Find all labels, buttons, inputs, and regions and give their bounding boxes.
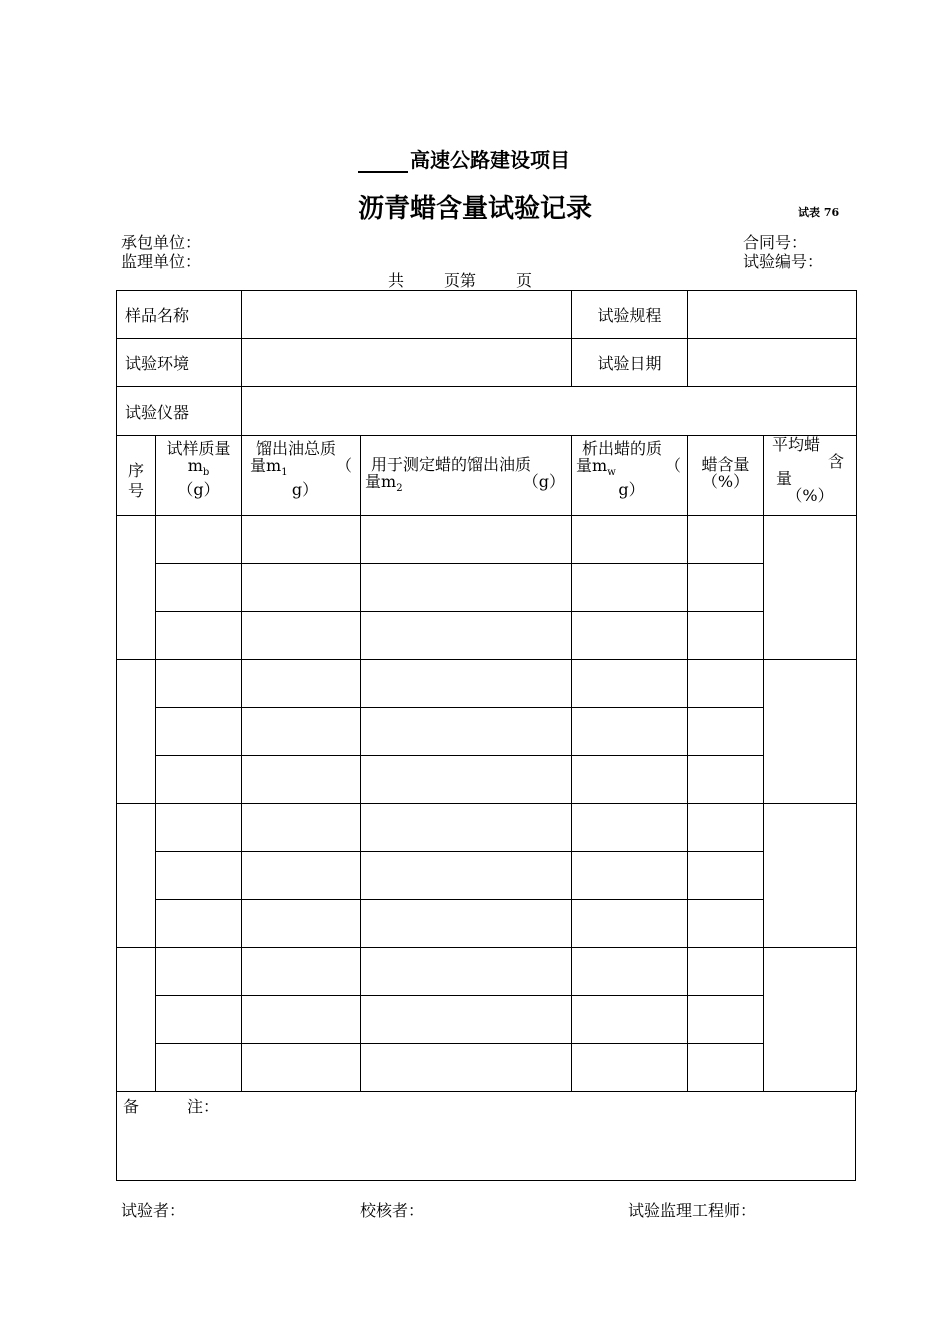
col-wax-symbol: 量m: [576, 456, 608, 475]
data-cell[interactable]: [156, 516, 242, 564]
data-cell[interactable]: [242, 900, 361, 948]
data-cell[interactable]: [361, 996, 572, 1044]
data-cell[interactable]: [688, 804, 764, 852]
data-cell[interactable]: [688, 900, 764, 948]
seq-cell[interactable]: [117, 660, 156, 804]
project-header-text: 高速公路建设项目: [410, 148, 570, 172]
table-row: [117, 900, 857, 948]
form-number: 试表 76: [798, 206, 840, 219]
data-cell[interactable]: [688, 660, 764, 708]
data-cell[interactable]: [361, 756, 572, 804]
data-cell[interactable]: [361, 660, 572, 708]
test-env-label: 试验环境: [117, 339, 242, 387]
data-cell[interactable]: [688, 708, 764, 756]
col-sample-mass-sub: b: [202, 467, 210, 479]
data-cell[interactable]: [242, 1044, 361, 1092]
table-row: [117, 804, 857, 852]
col-sample-mass-unit: （g）: [177, 480, 220, 500]
data-cell[interactable]: [361, 516, 572, 564]
col-distill-unit: g）: [291, 480, 319, 500]
col-distill-paren: （: [336, 456, 353, 475]
col-distill-sub: 1: [281, 467, 288, 479]
data-cell[interactable]: [572, 660, 688, 708]
project-name-blank[interactable]: [358, 149, 408, 173]
data-cell[interactable]: [688, 1044, 764, 1092]
col-avg-line1: 平均蜡: [772, 435, 821, 454]
data-cell[interactable]: [156, 948, 242, 996]
avg-cell[interactable]: [764, 516, 857, 660]
remark-box[interactable]: [116, 1090, 856, 1181]
tester-signature-label: 试验者：: [121, 1201, 186, 1220]
instrument-label: 试验仪器: [117, 387, 242, 436]
table-row: [117, 852, 857, 900]
col-avg-line2: 含: [828, 452, 845, 471]
data-cell[interactable]: [156, 996, 242, 1044]
data-cell[interactable]: [361, 852, 572, 900]
data-cell[interactable]: [242, 660, 361, 708]
data-cell[interactable]: [361, 708, 572, 756]
data-cell[interactable]: [572, 804, 688, 852]
page-title: 沥青蜡含量试验记录: [358, 194, 593, 224]
data-cell[interactable]: [572, 852, 688, 900]
data-cell[interactable]: [572, 516, 688, 564]
col-used-sub: 2: [396, 483, 403, 495]
data-cell[interactable]: [361, 564, 572, 612]
col-wax-line1: 析出蜡的质: [582, 439, 663, 458]
test-date-label: 试验日期: [572, 339, 688, 387]
seq-cell[interactable]: [117, 804, 156, 948]
data-cell[interactable]: [156, 1044, 242, 1092]
avg-cell[interactable]: [764, 660, 857, 804]
col-avg-header: [764, 436, 857, 516]
data-cell[interactable]: [688, 516, 764, 564]
project-header: [358, 144, 570, 173]
data-cell[interactable]: [688, 852, 764, 900]
col-distill-header: [242, 436, 361, 516]
data-cell[interactable]: [242, 708, 361, 756]
data-cell[interactable]: [572, 996, 688, 1044]
data-cell[interactable]: [572, 564, 688, 612]
col-avg-line3: 量: [776, 469, 793, 488]
table-row: [117, 1044, 857, 1092]
col-content-header: [688, 436, 764, 516]
table-row: [117, 756, 857, 804]
data-cell[interactable]: [156, 852, 242, 900]
col-sample-mass-symbol: m: [187, 456, 203, 475]
remark-label: 备 注：: [123, 1097, 220, 1116]
table-row: [117, 564, 857, 612]
col-sample-mass-line1: 试样质量: [166, 439, 231, 458]
data-cell[interactable]: [572, 1044, 688, 1092]
data-cell[interactable]: [361, 1044, 572, 1092]
data-cell[interactable]: [572, 900, 688, 948]
data-cell[interactable]: [156, 900, 242, 948]
col-content-unit: （%）: [701, 472, 750, 491]
test-spec-label: 试验规程: [572, 291, 688, 339]
col-used-header: [361, 436, 572, 516]
table-row: [117, 948, 857, 996]
col-wax-paren: （: [665, 456, 682, 475]
col-distill-symbol: 量m: [250, 456, 282, 475]
col-distill-line1: 馏出油总质: [256, 439, 337, 458]
data-cell[interactable]: [361, 900, 572, 948]
supervisor-unit-label: 监理单位：: [121, 252, 202, 271]
data-cell[interactable]: [688, 996, 764, 1044]
checker-signature-label: 校核者：: [360, 1201, 425, 1220]
col-wax-sub: w: [607, 467, 616, 479]
test-no-label: 试验编号：: [743, 252, 824, 271]
col-sample-mass-header: [156, 436, 242, 516]
table-row: [117, 516, 857, 564]
record-table: [116, 290, 857, 1092]
contractor-label: 承包单位：: [121, 233, 202, 252]
data-cell[interactable]: [156, 612, 242, 660]
supervisor-signature-label: 试验监理工程师：: [628, 1201, 757, 1220]
col-used-line1: 用于测定蜡的馏出油质: [371, 455, 532, 474]
contract-no-label: 合同号：: [743, 233, 808, 252]
seq-cell[interactable]: [117, 516, 156, 660]
page-mid-label: 页第: [444, 271, 477, 290]
col-avg-unit: （%）: [786, 486, 834, 505]
col-seq-header: 序 号: [117, 436, 156, 516]
data-cell[interactable]: [156, 804, 242, 852]
col-wax-unit: g）: [618, 480, 645, 500]
data-cell[interactable]: [361, 612, 572, 660]
data-cell[interactable]: [572, 948, 688, 996]
page-count: [388, 268, 532, 291]
data-cell[interactable]: [688, 612, 764, 660]
page-total-label: 共: [388, 271, 405, 290]
data-cell[interactable]: [242, 612, 361, 660]
table-row: [117, 996, 857, 1044]
data-cell[interactable]: [688, 564, 764, 612]
table-row: [117, 660, 857, 708]
data-cell[interactable]: [242, 804, 361, 852]
col-wax-header: [572, 436, 688, 516]
test-date-field[interactable]: [688, 339, 857, 387]
test-spec-field[interactable]: [688, 291, 857, 339]
sample-name-label: 样品名称: [117, 291, 242, 339]
col-used-unit: （g）: [522, 472, 566, 491]
data-cell[interactable]: [242, 756, 361, 804]
col-content-line1: 蜡含量: [701, 455, 750, 474]
data-cell[interactable]: [242, 948, 361, 996]
data-cell[interactable]: [361, 948, 572, 996]
sample-name-field[interactable]: [242, 291, 572, 339]
data-cell[interactable]: [242, 564, 361, 612]
data-cell[interactable]: [242, 516, 361, 564]
data-cell[interactable]: [242, 996, 361, 1044]
page-end-label: 页: [516, 271, 533, 290]
table-row: [117, 612, 857, 660]
data-cell[interactable]: [572, 756, 688, 804]
table-row: [117, 708, 857, 756]
data-cell[interactable]: [688, 948, 764, 996]
instrument-field[interactable]: [242, 387, 857, 436]
seq-cell[interactable]: [117, 948, 156, 1092]
data-cell[interactable]: [361, 804, 572, 852]
data-cell[interactable]: [242, 852, 361, 900]
data-cell[interactable]: [572, 612, 688, 660]
col-used-symbol: 量m: [365, 472, 397, 491]
test-env-field[interactable]: [242, 339, 572, 387]
data-cell[interactable]: [156, 660, 242, 708]
avg-cell[interactable]: [764, 804, 857, 948]
data-cell[interactable]: [688, 756, 764, 804]
data-cell[interactable]: [156, 564, 242, 612]
data-cell[interactable]: [156, 708, 242, 756]
data-cell[interactable]: [572, 708, 688, 756]
data-cell[interactable]: [156, 756, 242, 804]
avg-cell[interactable]: [764, 948, 857, 1092]
